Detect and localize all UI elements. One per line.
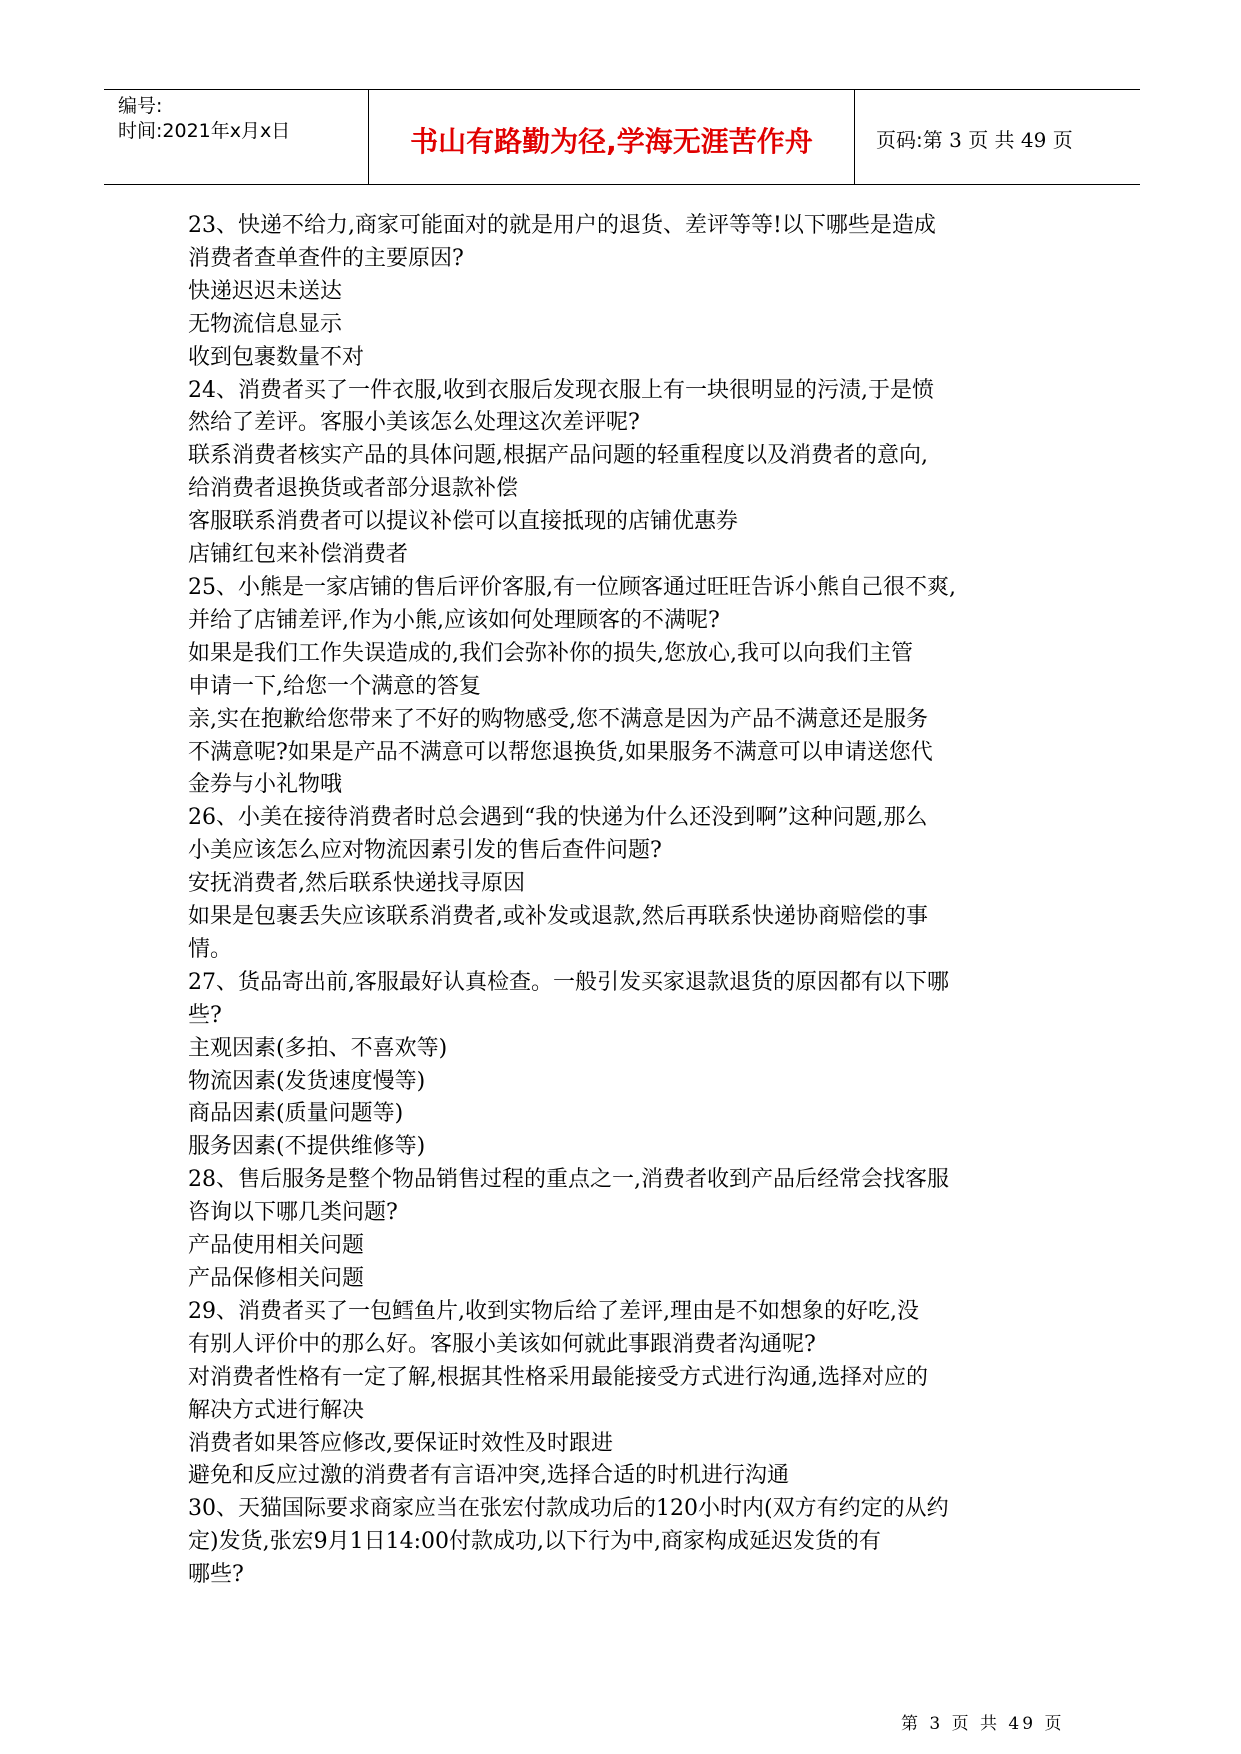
text-line: 些? <box>188 1002 222 1028</box>
header-motto: 书山有路勤为径,学海无涯苦作舟 <box>410 125 813 158</box>
text-line: 申请一下,给您一个满意的答复 <box>188 673 481 699</box>
page-info-total: 49 <box>1020 128 1047 152</box>
page-info-prefix: 页码:第 <box>876 128 943 152</box>
page-info-suffix: 页 <box>1052 128 1073 152</box>
header-meta <box>118 94 368 144</box>
header-divider <box>854 90 855 184</box>
text-line: 情。 <box>188 936 233 962</box>
text-line: 小美应该怎么应对物流因素引发的售后查件问题? <box>188 838 662 864</box>
page-footer: 第 3 页 共 49 页 <box>901 1714 1065 1734</box>
text-line: 产品使用相关问题 <box>188 1233 365 1259</box>
header-page-info <box>876 124 1073 153</box>
page-header <box>104 89 1140 185</box>
text-line: 定)发货,张宏9月1日14:00付款成功,以下行为中,商家构成延迟发货的有 <box>188 1529 881 1555</box>
text-line: 主观因素(多拍、不喜欢等) <box>188 1035 448 1061</box>
text-line: 客服联系消费者可以提议补偿可以直接抵现的店铺优惠券 <box>188 509 739 535</box>
text-line: 有别人评价中的那么好。客服小美该如何就此事跟消费者沟通呢? <box>188 1331 816 1357</box>
text-line: 25、小熊是一家店铺的售后评价客服,有一位顾客通过旺旺告诉小熊自己很不爽, <box>188 574 956 600</box>
text-line: 服务因素(不提供维修等) <box>188 1134 426 1160</box>
text-line: 无物流信息显示 <box>188 311 343 337</box>
page-info-current: 3 <box>949 128 962 152</box>
text-line: 店铺红包来补偿消费者 <box>188 542 409 568</box>
text-line: 24、消费者买了一件衣服,收到衣服后发现衣服上有一块很明显的污渍,于是愤 <box>188 377 934 403</box>
text-line: 安抚消费者,然后联系快递找寻原因 <box>188 871 525 897</box>
text-line: 29、消费者买了一包鳕鱼片,收到实物后给了差评,理由是不如想象的好吃,没 <box>188 1298 919 1324</box>
text-line: 不满意呢?如果是产品不满意可以帮您退换货,如果服务不满意可以申请送您代 <box>188 739 933 765</box>
text-line: 然给了差评。客服小美该怎么处理这次差评呢? <box>188 410 640 436</box>
text-line: 咨询以下哪几类问题? <box>188 1200 398 1226</box>
time-label: 时间:2021年x月x日 <box>118 120 291 142</box>
text-line: 商品因素(质量问题等) <box>188 1101 404 1127</box>
document-body <box>188 210 1068 1592</box>
text-line: 联系消费者核实产品的具体问题,根据产品问题的轻重程度以及消费者的意向, <box>188 443 928 469</box>
text-line: 快递迟迟未送达 <box>188 278 343 304</box>
text-line: 哪些? <box>188 1562 244 1588</box>
text-line: 给消费者退换货或者部分退款补偿 <box>188 476 519 502</box>
text-line: 并给了店铺差评,作为小熊,应该如何处理顾客的不满呢? <box>188 607 720 633</box>
text-line: 解决方式进行解决 <box>188 1397 365 1423</box>
text-line: 亲,实在抱歉给您带来了不好的购物感受,您不满意是因为产品不满意还是服务 <box>188 706 928 732</box>
text-line: 23、快递不给力,商家可能面对的就是用户的退货、差评等等!以下哪些是造成 <box>188 213 936 238</box>
text-line: 避免和反应过激的消费者有言语冲突,选择合适的时机进行沟通 <box>188 1463 789 1489</box>
text-line: 26、小美在接待消费者时总会遇到“我的快递为什么还没到啊”这种问题,那么 <box>188 805 928 831</box>
text-line: 物流因素(发货速度慢等) <box>188 1068 426 1094</box>
page-info-mid: 页 共 <box>968 128 1015 152</box>
text-line: 如果是我们工作失误造成的,我们会弥补你的损失,您放心,我可以向我们主管 <box>188 640 913 666</box>
text-line: 消费者如果答应修改,要保证时效性及时跟进 <box>188 1430 613 1456</box>
text-line: 对消费者性格有一定了解,根据其性格采用最能接受方式进行沟通,选择对应的 <box>188 1364 928 1390</box>
text-line: 收到包裹数量不对 <box>188 344 365 370</box>
text-line: 如果是包裹丢失应该联系消费者,或补发或退款,然后再联系快递协商赔偿的事 <box>188 904 928 930</box>
text-line: 产品保修相关问题 <box>188 1266 365 1291</box>
serial-label: 编号: <box>118 95 163 117</box>
text-line: 28、售后服务是整个物品销售过程的重点之一,消费者收到产品后经常会找客服 <box>188 1167 949 1193</box>
text-line: 金券与小礼物哦 <box>188 772 343 798</box>
text-line: 27、货品寄出前,客服最好认真检查。一般引发买家退款退货的原因都有以下哪 <box>188 969 949 995</box>
text-line: 消费者查单查件的主要原因? <box>188 245 464 271</box>
text-line: 30、天猫国际要求商家应当在张宏付款成功后的120小时内(双方有约定的从约 <box>188 1496 949 1522</box>
